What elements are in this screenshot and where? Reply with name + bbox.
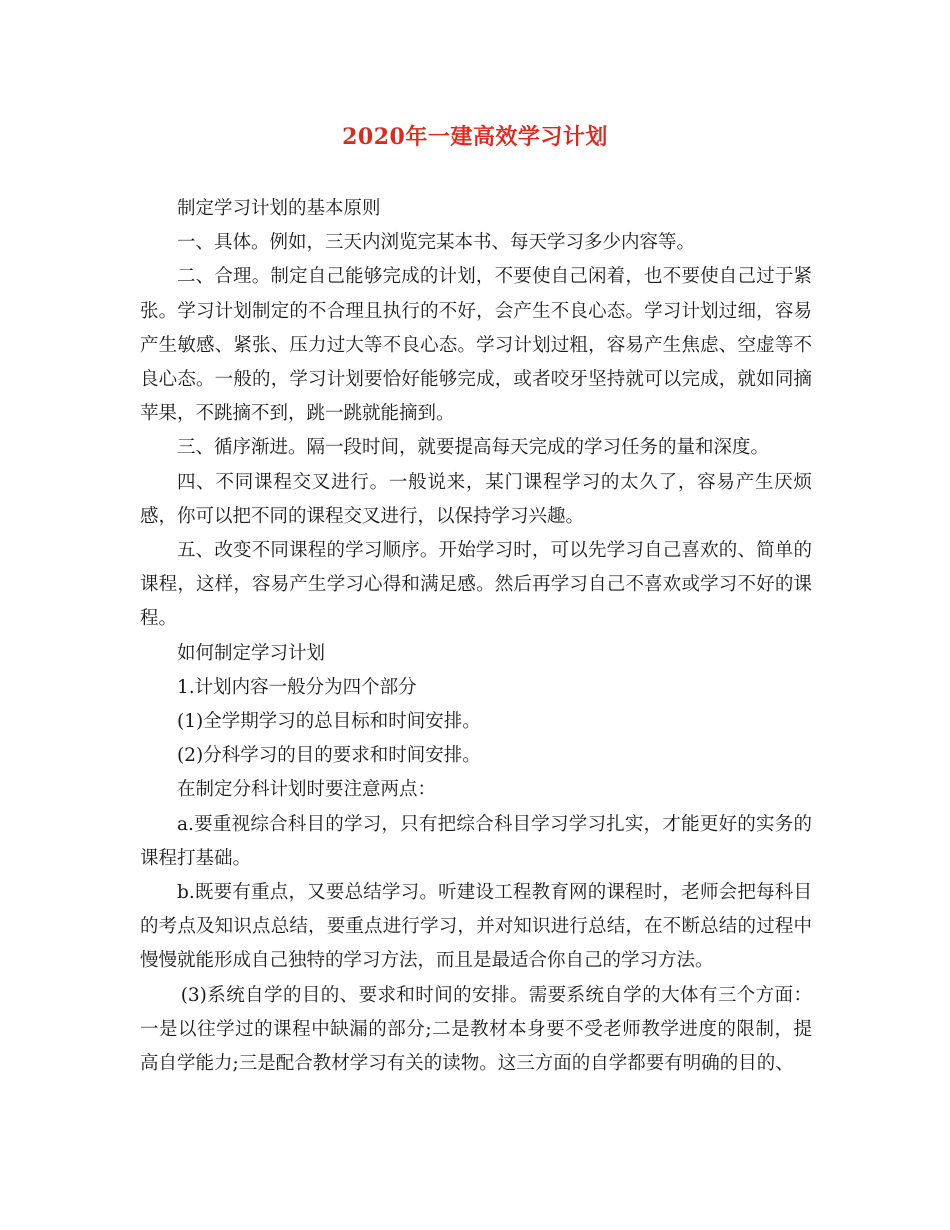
paragraph-note-b: b.既要有重点，又要总结学习。听建设工程教育网的课程时，老师会把每科目的考点及知识点总结，要重点进行学习，并对知识进行总结，在不断总结的过程中慢慢就能形成自己独特的学习方法，而且是最适合你自己的学习方法。	[140, 882, 812, 972]
paragraph-plan-parts: 1.计划内容一般分为四个部分	[177, 676, 417, 698]
paragraph-principles-heading: 制定学习计划的基本原则	[177, 198, 381, 219]
paragraph-item-1: (1)全学期学习的总目标和时间安排。	[177, 711, 481, 733]
paragraph-note-a: a.要重视综合科目的学习，只有把综合科目学习学习扎实，才能更好的实务的课程打基础。	[140, 813, 812, 869]
paragraph-how-heading: 如何制定学习计划	[177, 642, 326, 664]
paragraph-item-2: (2)分科学习的目的要求和时间安排。	[177, 745, 481, 767]
paragraph-principle-reasonable: 二、合理。制定自己能够完成的计划，不要使自己闲着，也不要使自己过于紧张。学习计划制定的不合理且执行的不好，会产生不良心态。学习计划过细，容易产生敏感、紧张、压力过大等不良心态。学习计划过粗，容易产生焦虑、空虚等不良心态。一般的，学习计划要恰好能够完成，或者咬牙坚持就可以完成，就如同摘苹果，不跳摘不到，跳一跳就能摘到。	[140, 266, 812, 425]
paragraph-principle-order: 五、改变不同课程的学习顺序。开始学习时，可以先学习自己喜欢的、简单的课程，这样，容易产生学习心得和满足感。然后再学习自己不喜欢或学习不好的课程。	[140, 540, 812, 630]
paragraph-item-3: (3)系统自学的目的、要求和时间的安排。需要系统自学的大体有三个方面：一是以往学过的课程中缺漏的部分;二是教材本身要不受老师教学进度的限制，提高自学能力;三是配合教材学习有关的读物。这三方面的自学都要有明确的目的、	[140, 984, 812, 1075]
paragraph-notes-heading: 在制定分科计划时要注意两点：	[177, 779, 437, 801]
document-body	[140, 192, 812, 1081]
paragraph-principle-alternate: 四、不同课程交叉进行。一般说来，某门课程学习的太久了，容易产生厌烦感，你可以把不同的课程交叉进行，以保持学习兴趣。	[140, 471, 812, 527]
paragraph-principle-gradual: 三、循序渐进。隔一段时间，就要提高每天完成的学习任务的量和深度。	[177, 437, 770, 459]
document-title: 2020年一建高效学习计划	[342, 124, 608, 150]
paragraph-principle-specific: 一、具体。例如，三天内浏览完某本书、每天学习多少内容等。	[177, 232, 696, 254]
